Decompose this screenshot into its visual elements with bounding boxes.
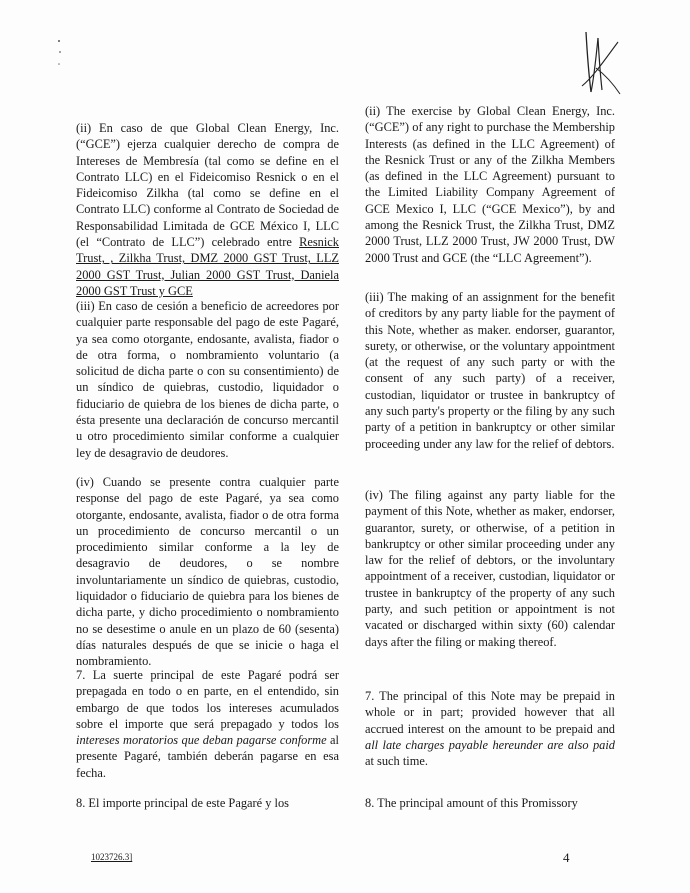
document-code: 1023726.3] [91,852,133,862]
trust-parties-underlined: Resnick Trust, , Zilkha Trust, DMZ 2000 GST Trust, LLZ 2000 GST Trust, Julian 2000 GST Trust, Daniela 2000 GST Trust y GCE [76,235,339,298]
clause-iii-spanish: (iii) En caso de cesión a beneficio de acreedores por cualquier parte responsable del pago de este Pagaré, ya sea como otorgante, endosante, avalista, fiador o de otra forma, o nombramiento voluntario (a solicitud de dicha parte o con su consentimiento) de un síndico de quiebras, custodio, liquidador o fiduciario de quiebra de los bienes de dicha parte, o ésta presente una declaración de concurso mercantil u otro procedimiento similar conforme a cualquier ley de desagravio de deudores. [76,299,339,460]
clause-ii-spanish [76,120,339,299]
margin-marks [56,38,64,68]
clause-ii-english: (ii) The exercise by Global Clean Energy, Inc. (“GCE”) of any right to purchase the Membership Interests (as defined in the LLC Agreement) of the Resnick Trust or any of the Zilkha Members (as defined in the LLC Agreement) pursuant to the Limited Liability Company Agreement of GCE Mexico I, LLC (“GCE Mexico”), by and among the Resnick Trust, the Zilkha Trust, DMZ 2000 Trust, LLZ 2000 Trust, JW 2000 Trust, DW 2000 Trust and GCE (the “LLC Agreement”). [365,104,615,265]
clause-8-spanish: 8. El importe principal de este Pagaré y los [76,796,289,810]
clause-7-spanish-italic: intereses moratorios que deban pagarse conforme [76,733,327,748]
clause-iv-english: (iv) The filing against any party liable for the payment of this Note, whether as maker, endorser, guarantor, surety, or otherwise, of a petition in bankruptcy or other similar proceeding under any law for the relief of debtors, or the involuntary appointment of a receiver, custodian, liquidator or trustee in bankruptcy of the property of any such party, and such petition or appointment is not vacated or discharged within sixty (60) calendar days after the filing or making thereof. [365,488,615,649]
clause-ii-spanish-text: (ii) En caso de que Global Clean Energy, Inc. (“GCE”) ejerza cualquier derecho de compra de Intereses de Membresía (tal como se define en el Contrato LLC) en el Fideicomiso Resnick o en el Fideicomiso Zilkha (tal como se define en el Contrato LLC) conforme al Contrato de Sociedad de Responsabilidad Limitada de GCE México I, LLC (el “Contrato de LLC”) celebrado entre [76,121,339,250]
clause-7-english-end: at such time. [365,754,428,769]
clause-iii-english: (iii) The making of an assignment for the benefit of creditors by any party liable for the payment of this Note, whether as maker. endorser, guarantor, surety, or otherwise, or the voluntary appointment (at the request of any such party or with the consent of any such party) of a receiver, custodian, liquidator or trustee in bankruptcy of any such party's property or the filing by any such party of a petition in bankruptcy or other similar proceeding under any law for the relief of debtors. [365,290,615,451]
clause-7-english-italic: all late charges payable hereunder are also paid [365,737,615,752]
initials-signature [574,28,622,98]
clause-iv-spanish: (iv) Cuando se presente contra cualquier parte response del pago de este Pagaré, ya sea como otorgante, endosante, avalista, fiador o de otra forma un procedimiento de concurso mercantil o un procedimiento similar conforme a la ley de desagravio de deudores, o se nombre involuntariamente un síndico de quiebras, custodio, liquidador o fiduciario de quiebra para los bienes de dicha parte, y dicho procedimiento o nombramiento no se desestime o anule en un plazo de 60 (sesenta) días naturales después de que se inicie o haga el nombramiento. [76,475,339,669]
clause-7-english-start: 7. The principal of this Note may be prepaid in whole or in part; provided however that all accrued interest on the amount to be prepaid and [365,689,615,736]
page-number: 4 [563,850,570,865]
clause-7-english [365,688,615,769]
clause-7-spanish-end: al presente Pagaré, también deberán pagarse en esa fecha. [76,733,339,780]
clause-7-spanish [76,667,339,781]
clause-8-english: 8. The principal amount of this Promissory [365,796,578,810]
clause-7-spanish-start: 7. La suerte principal de este Pagaré podrá ser prepagada en todo o en parte, en el entendido, sin embargo de que todos los intereses acumulados sobre el importe que será prepagado y todos los [76,668,339,731]
